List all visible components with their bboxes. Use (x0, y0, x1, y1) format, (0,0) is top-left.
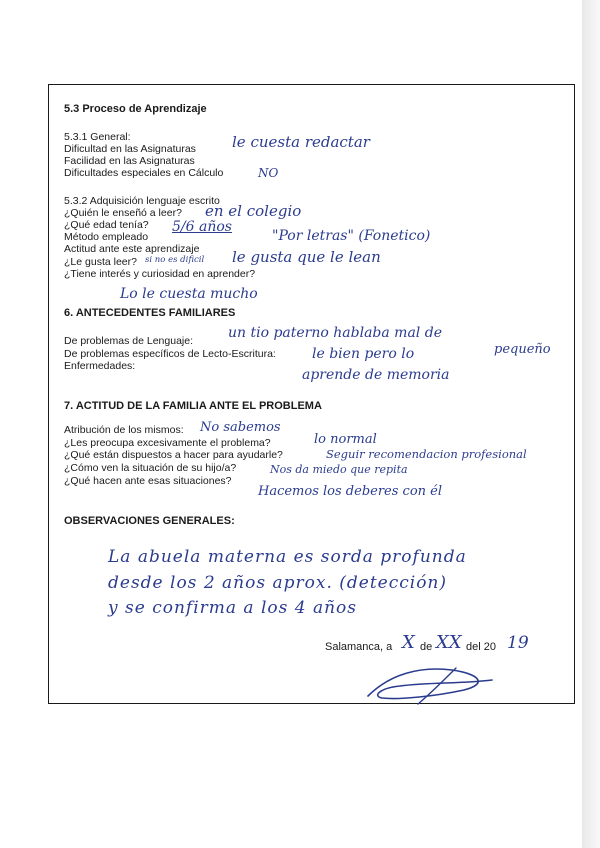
edad-answer: 5/6 años (172, 219, 232, 235)
dispuestos-label: ¿Qué están dispuestos a hacer para ayudarle? (64, 449, 283, 461)
antecedentes-lenguaje-answer-2: pequeño (494, 342, 551, 357)
edad-label: ¿Qué edad tenía? (64, 219, 149, 231)
observaciones-line-1: La abuela materna es sorda profunda (108, 547, 467, 567)
signature (360, 660, 500, 710)
observaciones-title: OBSERVACIONES GENERALES: (64, 515, 235, 527)
hacen-answer: Hacemos los deberes con él (258, 484, 443, 499)
gusta-answer: le gusta que le lean (232, 248, 381, 266)
quien-answer: en el colegio (205, 202, 302, 220)
facilidad-label: Facilidad en las Asignaturas (64, 155, 195, 167)
preocupa-label: ¿Les preocupa excesivamente el problema? (64, 437, 271, 449)
calculo-answer: NO (258, 166, 279, 180)
section-7-title: 7. ACTITUD DE LA FAMILIA ANTE EL PROBLEMA (64, 400, 322, 412)
antecedentes-lenguaje-label: De problemas de Lenguaje: (64, 335, 194, 347)
lenguaje-heading: 5.3.2 Adquisición lenguaje escrito (64, 195, 220, 207)
section-6-title: 6. ANTECEDENTES FAMILIARES (64, 307, 236, 319)
interes-label: ¿Tiene interés y curiosidad en aprender? (64, 268, 256, 280)
gusta-label: ¿Le gusta leer? (64, 256, 137, 268)
dispuestos-answer: Seguir recomendacion profesional (326, 447, 527, 461)
lecto-answer: le bien pero lo (312, 346, 415, 362)
footer-place: Salamanca, a (325, 641, 393, 653)
footer-year: 19 (507, 633, 529, 653)
lecto-answer-2: aprende de memoria (302, 367, 450, 383)
preocupa-answer: lo normal (314, 432, 377, 447)
section-5-3-title: 5.3 Proceso de Aprendizaje (64, 103, 207, 115)
scan-edge (582, 0, 600, 848)
general-heading: 5.3.1 General: (64, 131, 131, 143)
situacion-answer: Nos da miedo que repita (270, 463, 408, 476)
situacion-label: ¿Cómo ven la situación de su hijo/a? (64, 462, 237, 474)
observaciones-line-2: desde los 2 años aprox. (detección) (108, 573, 448, 593)
footer-month: XX (436, 632, 462, 653)
atribucion-label: Atribución de los mismos: (64, 424, 184, 436)
atribucion-answer: No sabemos (200, 420, 281, 435)
footer-de: de (420, 641, 433, 653)
footer-day: X (402, 632, 415, 653)
gusta-answer-small: si no es dificil (145, 255, 205, 265)
hacen-label: ¿Qué hacen ante esas situaciones? (64, 475, 232, 487)
interes-answer: Lo le cuesta mucho (120, 286, 258, 302)
lecto-label: De problemas específicos de Lecto-Escritura: (64, 348, 276, 360)
metodo-label: Método empleado (64, 231, 149, 243)
enfermedades-label: Enfermedades: (64, 360, 136, 372)
dificultad-label: Dificultad en las Asignaturas (64, 143, 196, 155)
metodo-answer: "Por letras" (Fonetico) (272, 228, 431, 244)
calculo-label: Dificultades especiales en Cálculo (64, 167, 224, 179)
antecedentes-lenguaje-answer: un tio paterno hablaba mal de (228, 325, 442, 341)
observaciones-line-3: y se confirma a los 4 años (108, 598, 358, 618)
footer-del: del 20 (466, 641, 496, 653)
dificultad-answer: le cuesta redactar (232, 133, 370, 151)
quien-label: ¿Quién le enseñó a leer? (64, 207, 182, 219)
actitud-label: Actitud ante este aprendizaje (64, 243, 200, 255)
